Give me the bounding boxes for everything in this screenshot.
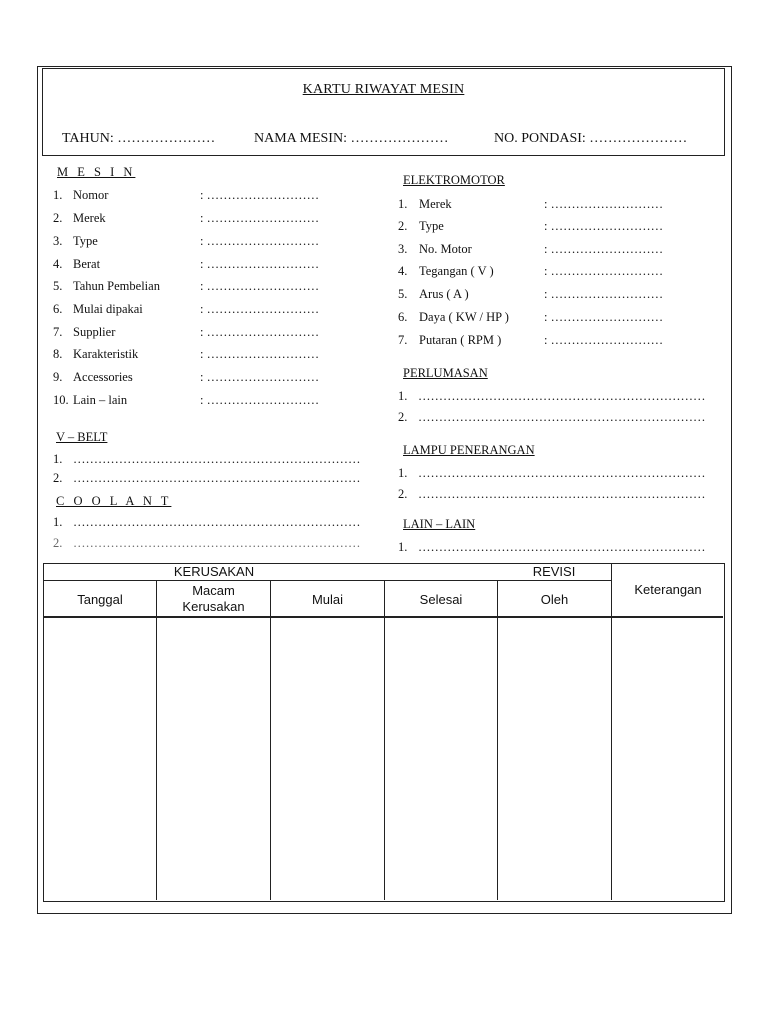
line-number: 2. — [398, 410, 408, 424]
row-value[interactable]: : ……………………… — [544, 333, 664, 347]
lampu-heading: LAMPU PENERANGAN — [403, 443, 535, 457]
keterangan-header: Keterangan — [634, 582, 702, 597]
row-label: Daya ( KW / HP ) — [419, 310, 509, 324]
table-line — [156, 580, 157, 900]
row-label: Supplier — [73, 325, 116, 339]
table-line — [611, 564, 612, 900]
row-number: 1. — [398, 197, 408, 211]
vbelt-heading: V – BELT — [56, 430, 108, 444]
row-label: Putaran ( RPM ) — [419, 333, 502, 347]
nama-mesin-field[interactable]: NAMA MESIN: ………………… — [254, 131, 449, 146]
history-table — [43, 563, 725, 902]
line-value[interactable]: …………………………………………………………… — [73, 452, 361, 466]
row-label: Merek — [73, 211, 106, 225]
line-number: 1. — [398, 389, 408, 403]
table-line — [270, 580, 271, 900]
row-number: 3. — [398, 242, 408, 256]
row-number: 9. — [53, 370, 63, 384]
row-number: 2. — [398, 219, 408, 233]
line-value[interactable]: …………………………………………………………… — [418, 466, 706, 480]
no-pondasi-field[interactable]: NO. PONDASI: ………………… — [494, 131, 688, 146]
line-number: 2. — [53, 471, 63, 485]
line-value[interactable]: …………………………………………………………… — [418, 540, 706, 554]
row-value[interactable]: : ……………………… — [544, 264, 664, 278]
row-number: 6. — [398, 310, 408, 324]
mesin-heading: M E S I N — [57, 165, 136, 179]
revisi-header: REVISI — [532, 564, 576, 579]
table-line — [384, 580, 385, 900]
row-value[interactable]: : ……………………… — [200, 347, 320, 361]
line-number: 2. — [53, 536, 63, 550]
selesai-header: Selesai — [419, 592, 463, 607]
row-label: Mulai dipakai — [73, 302, 143, 316]
row-value[interactable]: : ……………………… — [544, 242, 664, 256]
line-number: 1. — [53, 515, 63, 529]
line-value[interactable]: …………………………………………………………… — [418, 410, 706, 424]
line-value[interactable]: …………………………………………………………… — [73, 515, 361, 529]
row-value[interactable]: : ……………………… — [544, 219, 664, 233]
row-label: Nomor — [73, 188, 109, 202]
row-value[interactable]: : ……………………… — [544, 287, 664, 301]
line-value[interactable]: …………………………………………………………… — [418, 487, 706, 501]
row-value[interactable]: : ……………………… — [200, 325, 320, 339]
elektromotor-heading: ELEKTROMOTOR — [403, 173, 505, 187]
perlumasan-heading: PERLUMASAN — [403, 366, 488, 380]
tanggal-header: Tanggal — [77, 592, 123, 607]
row-value[interactable]: : ……………………… — [200, 234, 320, 248]
row-label: Type — [73, 234, 98, 248]
row-value[interactable]: : ……………………… — [200, 257, 320, 271]
row-number: 5. — [398, 287, 408, 301]
coolant-heading: C O O L A N T — [56, 494, 172, 508]
row-number: 7. — [53, 325, 63, 339]
row-label: Merek — [419, 197, 452, 211]
row-value[interactable]: : ……………………… — [200, 279, 320, 293]
row-number: 3. — [53, 234, 63, 248]
row-label: Tegangan ( V ) — [419, 264, 494, 278]
row-label: Lain – lain — [73, 393, 128, 407]
row-number: 7. — [398, 333, 408, 347]
mulai-header: Mulai — [311, 592, 344, 607]
row-number: 1. — [53, 188, 63, 202]
line-value[interactable]: …………………………………………………………… — [73, 536, 361, 550]
table-line — [497, 580, 498, 900]
line-number: 2. — [398, 487, 408, 501]
table-line — [44, 580, 612, 581]
row-number: 2. — [53, 211, 63, 225]
row-value[interactable]: : ……………………… — [200, 188, 320, 202]
row-number: 5. — [53, 279, 63, 293]
row-number: 10. — [53, 393, 69, 407]
tahun-field[interactable]: TAHUN: ………………… — [62, 131, 216, 146]
line-number: 1. — [398, 466, 408, 480]
line-value[interactable]: …………………………………………………………… — [73, 471, 361, 485]
macam-header: Macam — [192, 583, 235, 598]
row-value[interactable]: : ……………………… — [200, 370, 320, 384]
row-number: 4. — [53, 257, 63, 271]
oleh-header: Oleh — [540, 592, 569, 607]
row-value[interactable]: : ……………………… — [200, 211, 320, 225]
row-number: 6. — [53, 302, 63, 316]
row-label: Berat — [73, 257, 101, 271]
row-label: Tahun Pembelian — [73, 279, 160, 293]
lain-heading: LAIN – LAIN — [403, 517, 476, 531]
line-number: 1. — [398, 540, 408, 554]
row-value[interactable]: : ……………………… — [200, 393, 320, 407]
row-label: Accessories — [73, 370, 133, 384]
form-title: KARTU RIWAYAT MESIN — [302, 82, 465, 97]
row-label: Type — [419, 219, 444, 233]
line-number: 1. — [53, 452, 63, 466]
row-value[interactable]: : ……………………… — [544, 310, 664, 324]
row-label: No. Motor — [419, 242, 472, 256]
macam-kerusakan-header: Kerusakan — [182, 599, 245, 614]
row-value[interactable]: : ……………………… — [544, 197, 664, 211]
row-number: 8. — [53, 347, 63, 361]
header-box — [42, 68, 725, 156]
row-label: Karakteristik — [73, 347, 139, 361]
row-value[interactable]: : ……………………… — [200, 302, 320, 316]
kerusakan-header: KERUSAKAN — [173, 564, 255, 579]
line-value[interactable]: …………………………………………………………… — [418, 389, 706, 403]
row-number: 4. — [398, 264, 408, 278]
row-label: Arus ( A ) — [419, 287, 469, 301]
